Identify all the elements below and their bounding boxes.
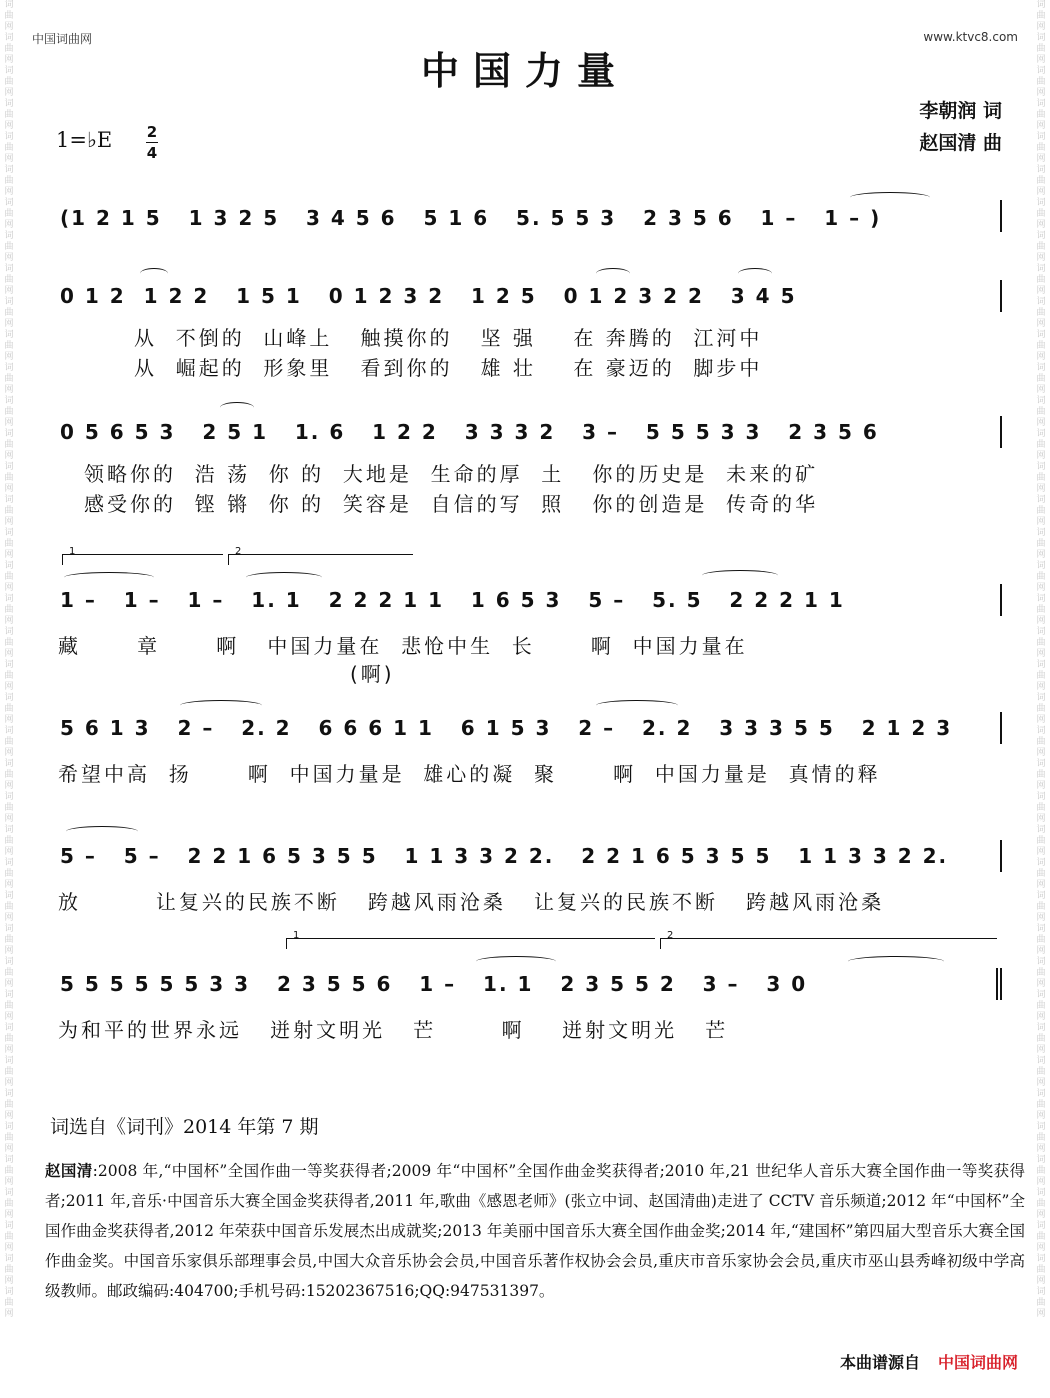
tie-slur: [220, 402, 254, 413]
tie-slur: [66, 826, 138, 837]
lyric-verse-1: 希望中高 扬 啊 中国力量是 雄心的凝 聚 啊 中国力量是 真情的释: [58, 762, 881, 786]
key-signature: 1=♭E: [56, 128, 113, 152]
footer-brand-link[interactable]: 中国词曲网: [937, 1353, 1018, 1372]
notation-row-intro: (1 2 1 5 1 3 2 5 3 4 5 6 5 1 6 5. 5 5 3 2 3 5 6 1 – 1 – ): [60, 206, 882, 230]
tie-slur: [180, 700, 262, 711]
footer-label: 本曲谱源自: [839, 1353, 920, 1372]
volta-first-ending: 1: [62, 554, 223, 565]
bio-text: :2008 年,“中国杯”全国作曲一等奖获得者;2009 年“中国杯”全国作曲金奖获得者;2010 年,21 世纪华人音乐大赛全国作曲一等奖获得者;2011 年,音乐·中国音乐大赛全国金奖获得者,2011 年,歌曲《感恩老师》(张立中词、赵国清曲)走进了 CCTV 音乐频道;2012 年“中国杯”全国作曲金奖获得者,2012 年荣获中国音乐发展杰出成就奖;2013 年美丽中国音乐大赛全国作曲金奖;2014 年,“建国杯”第四届大型音乐大赛全国作曲金奖。中国音乐家俱乐部理事会员,中国大众音乐协会会员,中国音乐著作权协会会员,重庆市音乐家协会会员,重庆市巫山县秀峰初级中学高级教师。邮政编码:404700;手机号码:15202367516;QQ:947531397。: [45, 1162, 1025, 1300]
time-signature: [146, 122, 158, 163]
final-barline: [1000, 968, 1002, 1000]
bio-name: 赵国清: [45, 1161, 93, 1180]
page-title: 中国力量: [420, 48, 629, 93]
volta-second-ending: 2: [228, 554, 413, 565]
meter-top: 2: [146, 123, 158, 141]
lyricist-credit: 李朝润 词: [919, 100, 1002, 122]
notation-row-2: 0 5 6 5 3 2 5 1 1. 6 1 2 2 3 3 3 2 3 – 5 5 5 3 3 2 3 5 6: [60, 420, 879, 444]
tie-slur: [738, 268, 772, 279]
barline: [1000, 712, 1002, 744]
notation-row-1: 0 1 2 1 2 2 1 5 1 0 1 2 3 2 1 2 5 0 1 2 3 2 2 3 4 5: [60, 284, 797, 308]
tie-slur: [850, 192, 930, 203]
lyric-verse-2: 感受你的 铿 锵 你 的 笑容是 自信的写 照 你的创造是 传奇的华: [84, 492, 819, 516]
lyric-verse-2: 从 崛起的 形象里 看到你的 雄 壮 在 豪迈的 脚步中: [134, 356, 763, 380]
barline: [1000, 840, 1002, 872]
volta-second-ending: 2: [660, 938, 997, 949]
lyric-source-note: 词选自《词刊》2014 年第 7 期: [50, 1116, 319, 1138]
lyric-verse-1: 为和平的世界永远 迸射文明光 芒 啊 迸射文明光 芒: [58, 1018, 729, 1042]
site-name: 中国词曲网: [32, 32, 93, 46]
tie-slur: [64, 572, 154, 583]
tie-slur: [596, 700, 678, 711]
meter-bottom: 4: [146, 144, 158, 162]
footer-source: [840, 1350, 1018, 1373]
barline: [1000, 416, 1002, 448]
lyric-verse-1: 领略你的 浩 荡 你 的 大地是 生命的厚 土 你的历史是 未来的矿: [84, 462, 819, 486]
composer-credit: 赵国清 曲: [919, 132, 1002, 154]
barline: [1000, 584, 1002, 616]
composer-bio: [45, 1156, 1025, 1306]
tie-slur: [246, 572, 322, 583]
barline: [1000, 200, 1002, 232]
tie-slur: [140, 268, 168, 279]
notation-row-3: 1 – 1 – 1 – 1. 1 2 2 2 1 1 1 6 5 3 5 – 5. 5 2 2 2 1 1: [60, 588, 845, 612]
tie-slur: [596, 268, 630, 279]
lyric-alt: (啊): [350, 662, 395, 686]
notation-row-5: 5 – 5 – 2 2 1 6 5 3 5 5 1 1 3 3 2 2. 2 2 1 6 5 3 5 5 1 1 3 3 2 2.: [60, 844, 949, 868]
lyric-verse-1: 从 不倒的 山峰上 触摸你的 坚 强 在 奔腾的 江河中: [134, 326, 763, 350]
watermark-right: 词曲网词曲网词曲网词曲网词曲网词曲网词曲网词曲网词曲网词曲网词曲网词曲网词曲网词曲网词曲网词曲网词曲网词曲网词曲网词曲网词曲网词曲网词曲网词曲网词曲网词曲网词曲网词曲网词曲网词曲网词曲网词曲网词曲网词曲网词曲网词曲网词曲网词曲网词曲网词曲网: [1036, 0, 1046, 1319]
notation-row-6: 5 5 5 5 5 5 3 3 2 3 5 5 6 1 – 1. 1 2 3 5 5 2 3 – 3 0: [60, 972, 808, 996]
volta-first-ending: 1: [286, 938, 655, 949]
final-barline: [996, 968, 998, 1000]
barline: [1000, 280, 1002, 312]
tie-slur: [702, 570, 778, 581]
watermark-left: 词曲网词曲网词曲网词曲网词曲网词曲网词曲网词曲网词曲网词曲网词曲网词曲网词曲网词曲网词曲网词曲网词曲网词曲网词曲网词曲网词曲网词曲网词曲网词曲网词曲网词曲网词曲网词曲网词曲网词曲网词曲网词曲网词曲网词曲网词曲网词曲网词曲网词曲网词曲网词曲网: [4, 0, 14, 1319]
lyric-verse-1: 藏 章 啊 中国力量在 悲怆中生 长 啊 中国力量在: [58, 634, 748, 658]
notation-row-4: 5 6 1 3 2 – 2. 2 6 6 6 1 1 6 1 5 3 2 – 2. 2 3 3 3 5 5 2 1 2 3: [60, 716, 953, 740]
site-url[interactable]: www.ktvc8.com: [923, 30, 1018, 44]
tie-slur: [476, 956, 556, 967]
lyric-verse-1: 放 让复兴的民族不断 跨越风雨沧桑 让复兴的民族不断 跨越风雨沧桑: [58, 890, 885, 914]
tie-slur: [848, 956, 944, 967]
